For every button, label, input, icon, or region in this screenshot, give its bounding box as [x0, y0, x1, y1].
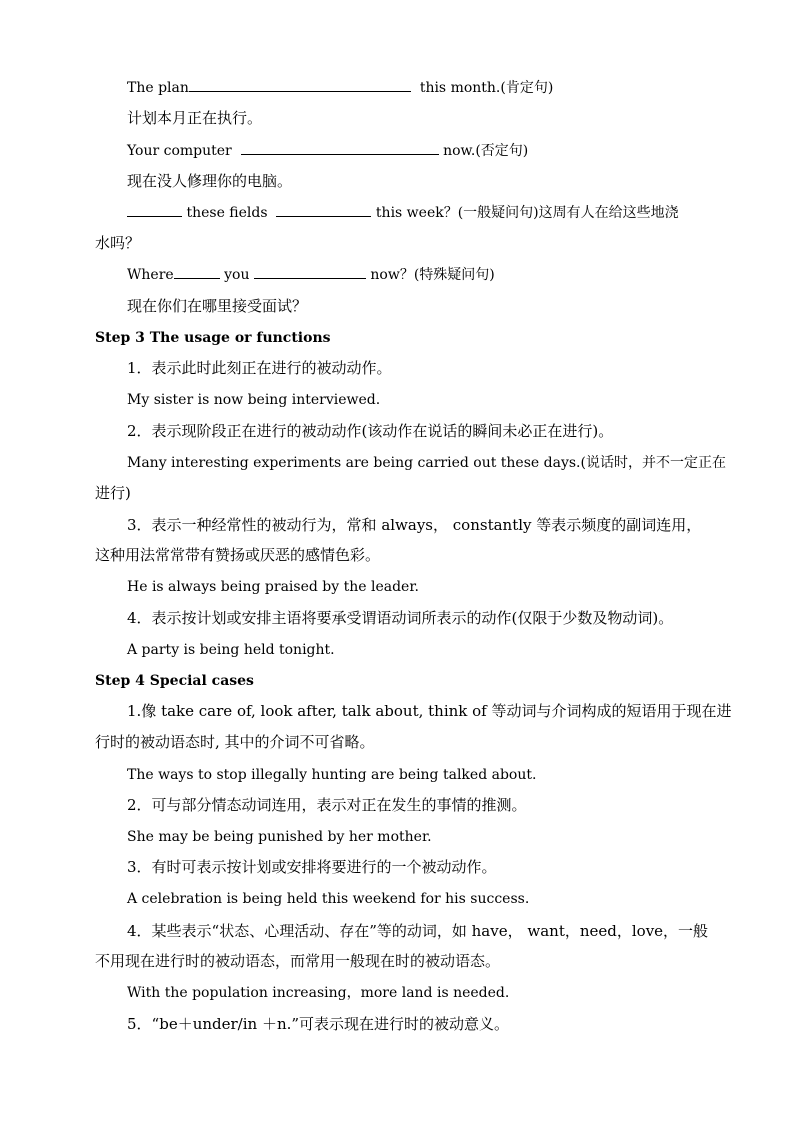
special-case-4-cont: 不用现在进行时的被动语态，而常用一般现在时的被动语态。 — [95, 952, 501, 970]
text: now？(特殊疑问句) — [370, 267, 495, 283]
text: this week？(一般疑问句)这周有人在给这些地浇 — [375, 205, 679, 221]
special-case-3: 3．有时可表示按计划或安排将要进行的一个被动动作。 — [127, 858, 497, 876]
usage-point-1: 1．表示此时此刻正在进行的被动动作。 — [127, 359, 392, 377]
special-case-1: 1.像 take care of, look after, talk about, think of 等动词与介词构成的短语用于现在进 — [127, 702, 732, 720]
usage-example-1: My sister is now being interviewed. — [127, 392, 381, 408]
usage-example-3: He is always being praised by the leader. — [127, 579, 419, 595]
usage-point-2: 2．表示现阶段正在进行的被动动作(该动作在说话的瞬间未必正在进行)。 — [127, 422, 614, 440]
answer-blank[interactable] — [276, 203, 371, 217]
exercise-translation-4: 现在你们在哪里接受面试？ — [127, 297, 308, 315]
text: these fields — [186, 205, 268, 221]
special-case-5: 5．“be＋under/in ＋n.”可表示现在进行时的被动意义。 — [127, 1015, 510, 1033]
section-heading-step3: Step 3 The usage or functions — [95, 330, 331, 346]
text: The plan — [127, 80, 189, 96]
text: Where — [127, 267, 174, 283]
special-example-3: A celebration is being held this weekend for his success. — [127, 891, 530, 907]
exercise-line-1 — [127, 78, 553, 98]
text: now.(否定句) — [443, 143, 529, 159]
special-example-1: The ways to stop illegally hunting are being talked about. — [127, 767, 537, 783]
text: Your computer — [127, 143, 232, 159]
usage-example-4: A party is being held tonight. — [127, 642, 335, 658]
exercise-translation-1: 计划本月正在执行。 — [127, 109, 263, 127]
answer-blank[interactable] — [254, 265, 366, 279]
special-case-4: 4．某些表示“状态、心理活动、存在”等的动词，如 have， want，need，love，一般 — [127, 922, 709, 940]
answer-blank[interactable] — [174, 265, 220, 279]
usage-point-4: 4．表示按计划或安排主语将要承受谓语动词所表示的动作(仅限于少数及物动词)。 — [127, 609, 674, 627]
special-example-4: With the population increasing，more land is needed. — [127, 985, 510, 1001]
answer-blank[interactable] — [241, 141, 439, 155]
answer-blank[interactable] — [127, 203, 182, 217]
special-case-1-cont: 行时的被动语态时, 其中的介词不可省略。 — [95, 733, 375, 751]
exercise-line-4 — [127, 265, 495, 285]
text: this month.(肯定句) — [419, 80, 554, 96]
special-example-2: She may be being punished by her mother. — [127, 829, 432, 845]
exercise-line-3-cont: 水吗？ — [95, 234, 141, 252]
special-case-2: 2．可与部分情态动词连用，表示对正在发生的事情的推测。 — [127, 796, 527, 814]
text: you — [224, 267, 250, 283]
exercise-translation-2: 现在没人修理你的电脑。 — [127, 172, 293, 190]
usage-example-2: Many interesting experiments are being carried out these days.(说话时，并不一定正在 — [127, 455, 726, 471]
section-heading-step4: Step 4 Special cases — [95, 673, 254, 689]
exercise-line-2 — [127, 141, 528, 161]
usage-example-2-cont: 进行) — [95, 484, 131, 502]
exercise-line-3 — [127, 203, 679, 223]
answer-blank[interactable] — [189, 78, 411, 92]
usage-point-3-cont: 这种用法常常带有赞扬或厌恶的感情色彩。 — [95, 546, 381, 564]
usage-point-3: 3．表示一种经常性的被动行为，常和 always， constantly 等表示频度的副词连用， — [127, 516, 702, 534]
